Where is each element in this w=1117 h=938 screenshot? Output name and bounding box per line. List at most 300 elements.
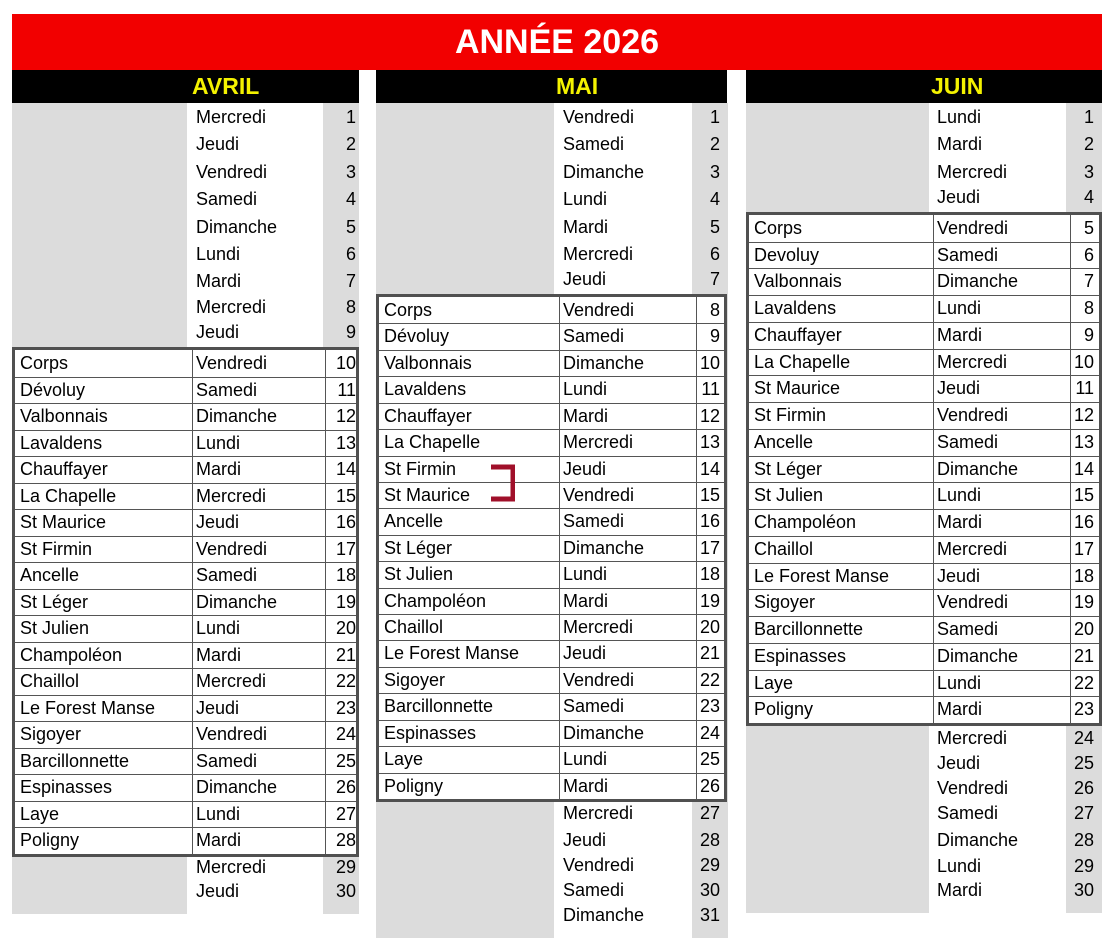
cell-divider xyxy=(696,376,697,403)
day-row xyxy=(749,242,1099,270)
day-row xyxy=(15,377,356,405)
weekday: Vendredi xyxy=(196,162,268,182)
weekday: Samedi xyxy=(937,431,999,452)
cell-divider xyxy=(933,242,934,269)
day-row xyxy=(379,902,724,928)
cell-divider xyxy=(933,536,934,563)
commune-name: St Maurice xyxy=(20,512,107,533)
weekday: Mardi xyxy=(196,459,242,480)
day-number: 12 xyxy=(699,405,720,426)
cell-divider xyxy=(933,268,934,295)
cell-divider xyxy=(192,350,193,377)
commune-name: Barcillonnette xyxy=(754,619,864,640)
month-header xyxy=(12,70,359,103)
day-row xyxy=(379,186,724,212)
day-number: 29 xyxy=(1073,856,1094,876)
commune-name: Laye xyxy=(754,672,794,693)
commune-name: Espinasses xyxy=(754,645,847,666)
day-row xyxy=(15,104,356,130)
cell-divider xyxy=(1070,509,1071,536)
day-number: 29 xyxy=(699,855,720,875)
commune-name: Dévoluy xyxy=(20,379,86,400)
cell-divider xyxy=(696,297,697,324)
day-number: 8 xyxy=(709,300,720,320)
weekday: Jeudi xyxy=(196,697,240,718)
weekday: Mercredi xyxy=(196,671,267,692)
cell-divider xyxy=(559,456,560,483)
weekday: Jeudi xyxy=(196,134,240,154)
commune-name: St Maurice xyxy=(754,378,841,399)
day-number: 5 xyxy=(1083,218,1094,238)
day-row xyxy=(379,773,724,799)
weekday: Samedi xyxy=(937,244,999,265)
weekday: Lundi xyxy=(937,485,982,506)
day-row xyxy=(379,429,724,456)
cell-divider xyxy=(696,667,697,694)
commune-name: Barcillonnette xyxy=(20,750,130,771)
cell-divider xyxy=(325,430,326,457)
day-number: 3 xyxy=(345,162,356,182)
day-row xyxy=(379,640,724,667)
cell-divider xyxy=(696,614,697,641)
cell-divider xyxy=(325,668,326,695)
cell-divider xyxy=(1070,589,1071,616)
day-number: 10 xyxy=(335,353,356,373)
cell-divider xyxy=(325,774,326,801)
day-number: 11 xyxy=(337,379,356,400)
day-number: 4 xyxy=(1083,187,1094,207)
day-row xyxy=(379,403,724,430)
weekday: Vendredi xyxy=(937,405,1009,426)
weekday: Lundi xyxy=(196,432,241,453)
weekday: Vendredi xyxy=(196,353,268,373)
day-row xyxy=(15,695,356,723)
cell-divider xyxy=(559,429,560,456)
weekday: Samedi xyxy=(563,696,625,717)
cell-divider xyxy=(1070,295,1071,322)
day-number: 10 xyxy=(699,352,720,373)
cell-divider xyxy=(1070,456,1071,483)
weekday: Dimanche xyxy=(563,905,645,925)
commune-name: St Maurice xyxy=(384,484,471,505)
month-name: MAI xyxy=(556,73,599,99)
day-number: 16 xyxy=(699,511,720,532)
commune-name: Lavaldens xyxy=(754,298,837,319)
day-row xyxy=(749,800,1099,826)
cell-divider xyxy=(325,748,326,775)
weekday: Jeudi xyxy=(937,378,981,399)
cell-divider xyxy=(1070,268,1071,295)
day-number: 2 xyxy=(345,134,356,154)
day-number: 4 xyxy=(709,189,720,209)
day-number: 4 xyxy=(345,189,356,209)
cell-divider xyxy=(1070,349,1071,376)
commune-name: Chauffayer xyxy=(384,405,472,426)
cell-divider xyxy=(1070,242,1071,269)
weekday: Mardi xyxy=(563,405,609,426)
page-title: ANNÉE 2026 xyxy=(454,22,660,61)
day-row xyxy=(749,877,1099,903)
weekday: Dimanche xyxy=(937,271,1019,292)
commune-name: St Firmin xyxy=(384,458,456,479)
cell-divider xyxy=(1070,643,1071,670)
cell-divider xyxy=(559,323,560,350)
day-row xyxy=(15,403,356,431)
day-number: 11 xyxy=(701,379,720,400)
weekday: Samedi xyxy=(563,326,625,347)
day-row xyxy=(379,614,724,641)
cell-divider xyxy=(325,695,326,722)
weekday: Dimanche xyxy=(563,722,645,743)
day-row xyxy=(15,131,356,157)
weekday: Samedi xyxy=(563,880,625,900)
cell-divider xyxy=(559,482,560,509)
weekday: Mercredi xyxy=(937,351,1008,372)
day-number: 25 xyxy=(1073,753,1094,773)
commune-name: Laye xyxy=(20,803,60,824)
day-number: 1 xyxy=(1083,107,1094,127)
commune-name: Valbonnais xyxy=(754,271,842,292)
weekday: Mercredi xyxy=(196,297,267,317)
day-number: 18 xyxy=(335,565,356,586)
day-number: 1 xyxy=(709,107,720,127)
day-number: 31 xyxy=(699,905,720,925)
cell-divider xyxy=(559,350,560,377)
weekday: Vendredi xyxy=(937,592,1009,613)
cell-divider xyxy=(1070,375,1071,402)
cell-divider xyxy=(559,720,560,747)
day-number: 20 xyxy=(699,617,720,638)
commune-name: Barcillonnette xyxy=(384,696,494,717)
day-number: 15 xyxy=(1073,485,1094,506)
day-row xyxy=(15,456,356,484)
cell-divider xyxy=(192,430,193,457)
weekday: Samedi xyxy=(563,511,625,532)
weekday: Vendredi xyxy=(563,107,635,127)
day-row xyxy=(749,643,1099,671)
weekday: Mercredi xyxy=(196,485,267,506)
weekday: Samedi xyxy=(196,565,258,586)
weekday: Mercredi xyxy=(563,617,634,638)
day-number: 9 xyxy=(345,322,356,342)
day-number: 8 xyxy=(1083,298,1094,319)
weekday: Samedi xyxy=(196,750,258,771)
cell-divider xyxy=(325,827,326,854)
cell-divider xyxy=(192,377,193,404)
day-number: 11 xyxy=(1075,378,1094,399)
day-number: 15 xyxy=(335,485,356,506)
cell-divider xyxy=(192,456,193,483)
day-number: 6 xyxy=(1083,244,1094,265)
day-number: 28 xyxy=(699,830,720,850)
day-row xyxy=(749,750,1099,776)
month-header xyxy=(376,70,727,103)
day-row xyxy=(379,508,724,535)
cell-divider xyxy=(933,375,934,402)
commune-name: Champoléon xyxy=(754,512,857,533)
cell-divider xyxy=(192,748,193,775)
day-number: 12 xyxy=(1073,405,1094,426)
weekday: Mercredi xyxy=(937,162,1008,182)
commune-name: Espinasses xyxy=(384,722,477,743)
commune-name: St Julien xyxy=(754,485,824,506)
day-number: 16 xyxy=(335,512,356,533)
day-row xyxy=(15,615,356,643)
day-row xyxy=(15,186,356,212)
day-row xyxy=(749,853,1099,879)
day-number: 15 xyxy=(699,484,720,505)
weekday: Mardi xyxy=(937,134,983,154)
day-row xyxy=(15,642,356,670)
cell-divider xyxy=(192,721,193,748)
weekday: Jeudi xyxy=(937,187,981,207)
commune-name: Valbonnais xyxy=(20,406,108,427)
weekday: Vendredi xyxy=(937,778,1009,798)
day-row xyxy=(749,268,1099,296)
cell-divider xyxy=(696,640,697,667)
commune-name: St Firmin xyxy=(20,538,92,559)
weekday: Dimanche xyxy=(563,537,645,558)
cell-divider xyxy=(696,323,697,350)
day-number: 21 xyxy=(335,644,356,665)
day-number: 14 xyxy=(699,458,720,479)
weekday: Vendredi xyxy=(563,300,635,320)
cell-divider xyxy=(559,297,560,324)
weekday: Mercredi xyxy=(563,432,634,453)
weekday: Mardi xyxy=(563,775,609,796)
day-number: 25 xyxy=(335,750,356,771)
commune-name: Devoluy xyxy=(754,244,820,265)
weekday: Lundi xyxy=(937,298,982,319)
day-row xyxy=(749,349,1099,377)
day-row xyxy=(15,801,356,829)
weekday: Dimanche xyxy=(196,591,278,612)
weekday: Dimanche xyxy=(196,777,278,798)
day-row xyxy=(749,159,1099,185)
cell-divider xyxy=(325,562,326,589)
cell-divider xyxy=(696,720,697,747)
weekday: Jeudi xyxy=(196,322,240,342)
day-number: 23 xyxy=(699,696,720,717)
day-number: 7 xyxy=(709,269,720,289)
day-number: 27 xyxy=(335,803,356,824)
commune-name: Chauffayer xyxy=(20,459,108,480)
commune-name: St Julien xyxy=(20,618,90,639)
commune-name: Champoléon xyxy=(20,644,123,665)
commune-name: Ancelle xyxy=(754,431,814,452)
day-number: 20 xyxy=(335,618,356,639)
day-row xyxy=(15,159,356,185)
day-row xyxy=(15,214,356,240)
day-number: 13 xyxy=(1073,431,1094,452)
commune-name: Sigoyer xyxy=(20,724,82,745)
day-row xyxy=(749,482,1099,510)
weekday: Samedi xyxy=(937,803,999,823)
day-row xyxy=(749,616,1099,644)
day-number: 19 xyxy=(335,591,356,612)
cell-divider xyxy=(559,508,560,535)
cell-divider xyxy=(696,403,697,430)
day-row xyxy=(379,535,724,562)
cell-divider xyxy=(933,322,934,349)
commune-name: St Firmin xyxy=(754,405,826,426)
day-number: 7 xyxy=(345,271,356,291)
weekday: Mercredi xyxy=(937,538,1008,559)
cell-divider xyxy=(933,616,934,643)
commune-name: Espinasses xyxy=(20,777,113,798)
weekday: Dimanche xyxy=(196,406,278,427)
day-number: 17 xyxy=(1073,538,1094,559)
cell-divider xyxy=(192,827,193,854)
weekday: Dimanche xyxy=(937,830,1019,850)
day-number: 5 xyxy=(709,217,720,237)
commune-name: Chaillol xyxy=(754,538,814,559)
commune-name: Sigoyer xyxy=(384,669,446,690)
cell-divider xyxy=(933,429,934,456)
day-row xyxy=(749,456,1099,484)
cell-divider xyxy=(325,642,326,669)
weekday: Vendredi xyxy=(563,484,635,505)
cell-divider xyxy=(933,295,934,322)
day-number: 30 xyxy=(699,880,720,900)
month-name: AVRIL xyxy=(192,73,260,99)
day-number: 13 xyxy=(699,432,720,453)
day-row xyxy=(379,456,724,483)
day-row xyxy=(15,509,356,537)
weekday: Jeudi xyxy=(196,512,240,533)
weekday: Mardi xyxy=(937,880,983,900)
day-number: 25 xyxy=(699,749,720,770)
cell-divider xyxy=(559,746,560,773)
cell-divider xyxy=(325,801,326,828)
day-row xyxy=(379,852,724,878)
day-number: 23 xyxy=(1073,699,1094,720)
day-row xyxy=(15,854,356,880)
cell-divider xyxy=(192,774,193,801)
cell-divider xyxy=(192,589,193,616)
weekday: Lundi xyxy=(563,564,608,585)
cell-divider xyxy=(325,536,326,563)
weekday: Dimanche xyxy=(937,645,1019,666)
cell-divider xyxy=(696,429,697,456)
commune-name: Ancelle xyxy=(384,511,444,532)
weekday: Vendredi xyxy=(563,669,635,690)
day-row xyxy=(379,588,724,615)
day-number: 1 xyxy=(345,107,356,127)
cell-divider xyxy=(933,670,934,697)
weekday: Mercredi xyxy=(937,728,1008,748)
weekday: Jeudi xyxy=(563,830,607,850)
commune-name: Lavaldens xyxy=(20,432,103,453)
day-number: 29 xyxy=(335,857,356,877)
day-row xyxy=(749,536,1099,564)
cell-divider xyxy=(559,376,560,403)
day-number: 12 xyxy=(335,406,356,427)
commune-name: St Léger xyxy=(384,537,453,558)
day-row xyxy=(379,877,724,903)
day-row xyxy=(15,536,356,564)
day-row xyxy=(379,266,724,292)
commune-name: Corps xyxy=(384,300,433,320)
commune-name: St Léger xyxy=(20,591,89,612)
day-number: 10 xyxy=(1073,351,1094,372)
weekday: Dimanche xyxy=(937,458,1019,479)
cell-divider xyxy=(1070,215,1071,242)
commune-name: Ancelle xyxy=(20,565,80,586)
cell-divider xyxy=(933,349,934,376)
day-row xyxy=(379,800,724,826)
day-row xyxy=(749,295,1099,323)
cell-divider xyxy=(696,508,697,535)
weekday: Jeudi xyxy=(196,881,240,901)
day-number: 22 xyxy=(1073,672,1094,693)
commune-name: Corps xyxy=(754,218,803,238)
day-number: 26 xyxy=(335,777,356,798)
cell-divider xyxy=(696,693,697,720)
day-row xyxy=(379,693,724,720)
day-row xyxy=(15,721,356,749)
weekday: Lundi xyxy=(196,803,241,824)
day-number: 8 xyxy=(345,297,356,317)
day-number: 7 xyxy=(1083,271,1094,292)
cell-divider xyxy=(1070,616,1071,643)
month-name: JUIN xyxy=(931,73,984,99)
day-number: 30 xyxy=(1073,880,1094,900)
weekday: Samedi xyxy=(196,379,258,400)
cell-divider xyxy=(559,640,560,667)
day-number: 6 xyxy=(709,244,720,264)
cell-divider xyxy=(192,615,193,642)
cell-divider xyxy=(325,615,326,642)
cell-divider xyxy=(933,589,934,616)
cell-divider xyxy=(1070,322,1071,349)
weekday: Samedi xyxy=(196,189,258,209)
day-number: 24 xyxy=(335,724,356,745)
cell-divider xyxy=(933,509,934,536)
day-row xyxy=(749,670,1099,698)
day-row xyxy=(379,297,724,324)
commune-name: Poligny xyxy=(754,699,814,720)
day-row xyxy=(749,696,1099,723)
weekday: Vendredi xyxy=(196,724,268,745)
commune-name: Champoléon xyxy=(384,590,487,611)
day-row xyxy=(15,774,356,802)
cell-divider xyxy=(325,589,326,616)
day-row xyxy=(749,402,1099,430)
day-number: 2 xyxy=(1083,134,1094,154)
cell-divider xyxy=(192,403,193,430)
commune-name: Chaillol xyxy=(384,617,444,638)
day-number: 19 xyxy=(1073,592,1094,613)
day-row xyxy=(379,159,724,185)
day-number: 27 xyxy=(1073,803,1094,823)
day-number: 17 xyxy=(699,537,720,558)
day-row xyxy=(379,827,724,853)
day-number: 16 xyxy=(1073,512,1094,533)
day-number: 17 xyxy=(335,538,356,559)
day-number: 20 xyxy=(1073,619,1094,640)
commune-name: Sigoyer xyxy=(754,592,816,613)
commune-name: Poligny xyxy=(384,775,444,796)
commune-name: St Julien xyxy=(384,564,454,585)
day-number: 18 xyxy=(699,564,720,585)
day-number: 27 xyxy=(699,803,720,823)
weekday: Lundi xyxy=(937,672,982,693)
commune-name: Le Forest Manse xyxy=(384,643,520,664)
day-number: 3 xyxy=(1083,162,1094,182)
weekday: Mardi xyxy=(937,512,983,533)
cell-divider xyxy=(933,402,934,429)
